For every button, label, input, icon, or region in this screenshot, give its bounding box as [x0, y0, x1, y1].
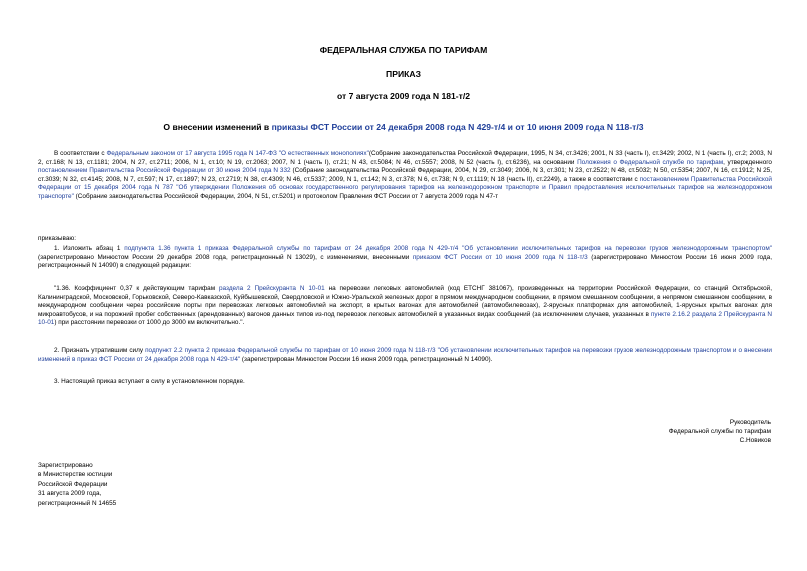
order-118-link[interactable]: приказом ФСТ России от 10 июня 2009 года N 118-т/3 — [412, 253, 588, 261]
preamble-text-4: (Собрание законодательства Российской Федерации, 2004, N 29, ст.3049; 2006, N 3, ст.301; N 23, ст.2522; N 48, ст.5032; N 50, ст.5354; 2007, N 16, ст.1912; N 25, ст.3039; N 32, ст.4145; 2008, N 7, ст.597; N 17, ст.1897; N 23, ст.2719; N 38, ст.4309; N 46, ст.5337; 2009, N 1, ст.142; N 3, ст.378; N 6, ст.738; N 9, ст.1119; N 18 (часть II), ст.2249), а также в соответствии с — [38, 167, 772, 183]
item-2-text-2: (зарегистрирован Минюстом России 16 июня 2009 года, регистрационный N 14090). — [240, 355, 493, 363]
title-link[interactable]: приказы ФСТ России от 24 декабря 2008 года N 429-т/4 и от 10 июня 2009 года N 118-т/3 — [271, 122, 644, 132]
signature-position: Руководитель — [729, 419, 771, 426]
doc-type-heading: ПРИКАЗ — [386, 69, 421, 79]
item-1-paragraph — [38, 245, 772, 271]
quote-text-3: ) при расстоянии перевозки от 1000 до 3000 км включительно.". — [54, 319, 245, 327]
registration-line-1: Зарегистрировано — [38, 462, 93, 469]
quote-paragraph — [38, 285, 772, 328]
signature-organization: Федеральной службы по тарифам — [668, 428, 771, 435]
price-list-section-2-link[interactable]: раздела 2 Прейскуранта N 10-01 — [219, 285, 325, 292]
government-decree-332-link[interactable]: постановлением Правительства Российской Федерации от 30 июня 2004 года N 332 — [38, 167, 291, 175]
item-2-paragraph — [38, 347, 772, 364]
registration-line-2: в Министерстве юстиции — [38, 471, 113, 479]
fst-regulation-link[interactable]: Положения о Федеральной службе по тарифам — [577, 158, 724, 166]
government-decree-787-link[interactable]: постановлением Правительства Российской Федерации от 15 декабря 2004 года N 787 "Об утверждении Положения об основах государственного регулирования тарифов на железнодорожном транспорте и Правил предоставления исключительных тарифов на железнодорожном транспорте" — [38, 175, 772, 200]
preamble-text-5: (Собрание законодательства Российской Федерации, 2004, N 51, ст.5201) и протоколом Правления ФСТ России от 7 августа 2009 года N 47-т — [73, 192, 499, 200]
registration-block — [38, 461, 218, 508]
order-429-subitem-link[interactable]: подпункта 1.36 пункта 1 приказа Федеральной службы по тарифам от 24 декабря 2008 года N 429-т/4 "Об установлении исключительных тарифов на перевозки грузов железнодорожным транспортом" — [124, 245, 772, 252]
preamble-text-3: , утвержденного — [723, 158, 772, 166]
item-1-text-1: 1. Изложить абзац 1 — [54, 245, 125, 252]
item-3-paragraph: 3. Настоящий приказ вступает в силу в установленном порядке. — [54, 378, 245, 385]
quote-text-1: "1.36. Коэффициент 0,37 к действующим тарифам — [54, 285, 219, 292]
registration-line-4: 31 августа 2009 года, — [38, 490, 102, 498]
item-1-text-3: (зарегистрировано Минюстом России 16 июня 2009 года, регистрационный N 14090) в следующей редакции: — [38, 253, 772, 270]
quote-text-2: на перевозки легковых автомобилей (код ЕТСНГ 381067), произведенных на территории Российской Федерации, со станций Октябрьской, Калининградской, Московской, Горьковской, Северо-Кавказской, Куйбышевской, Свердловской и Южно-Уральской железных дорог в прямом международном сообщении, в прямом смешанном сообщении, в непрямом смешанном сообщении, в международном сообщении через российские порты при перевозках легковых автомобилей на экспорт, в крытых вагонах для автомобилей (автомобилевозах), 2-ярусных платформах для автомобилей, 1-ярусных крытых вагонах для микроавтобусов, и на порожний пробег собственных (арендованных) вагонов данных типов из-под перевозок легковых автомобилей в указанных видах сообщений (за исключением случаев, указанных в — [38, 285, 772, 318]
federal-law-link[interactable]: Федеральным законом от 17 августа 1995 года N 147-ФЗ "О естественных монополиях" — [106, 150, 369, 157]
doc-date-number: от 7 августа 2009 года N 181-т/2 — [336, 91, 471, 101]
orders-word: приказываю: — [38, 235, 76, 242]
order-118-subitem-link[interactable]: подпункт 2.2 пункта 2 приказа Федеральной службы по тарифам от 10 июня 2009 года N 118-т/3 "Об установлении исключительных тарифов на перевозки грузов железнодорожным транспортом и о внесении изменений в приказ ФСТ России от 24 декабря 2008 года N 429-т/4" — [38, 347, 772, 363]
document-title — [0, 122, 807, 132]
preamble-text-2: (Собрание законодательства Российской Федерации, 1995, N 34, ст.3426; 2001, N 33 (часть I), ст.3429; 2002, N 1 (часть I), ст.2; 2003, N 2, ст.168; N 13, ст.1181; 2004, N 27, ст.2711; 2006, N 1, ст.10; N 19, ст.2063; 2007, N 1 (часть I), ст.21; N 43, ст.5084; N 46, ст.5557; 2008, N 52 (часть I), ст.6236), на основании — [38, 150, 773, 166]
title-prefix: О внесении изменений в — [163, 122, 272, 132]
registration-line-3: Российской Федерации — [38, 480, 108, 488]
item-2-text-1: 2. Признать утратившим силу — [54, 347, 146, 354]
signature-name: С.Новиков — [739, 437, 771, 444]
agency-heading: ФЕДЕРАЛЬНАЯ СЛУЖБА ПО ТАРИФАМ — [319, 45, 488, 55]
preamble-paragraph — [38, 150, 772, 202]
preamble-text-1: В соответствии с — [54, 150, 107, 157]
signature-block — [591, 418, 771, 445]
item-1-text-2: (зарегистрировано Минюстом России 29 декабря 2008 года, регистрационный N 13029), с изменениями, внесенными — [38, 253, 413, 261]
price-list-point-2-16-2-link[interactable]: пункте 2.16.2 раздела 2 Прейскуранта N 10-01 — [38, 310, 772, 327]
registration-line-5: регистрационный N 14655 — [38, 499, 117, 507]
